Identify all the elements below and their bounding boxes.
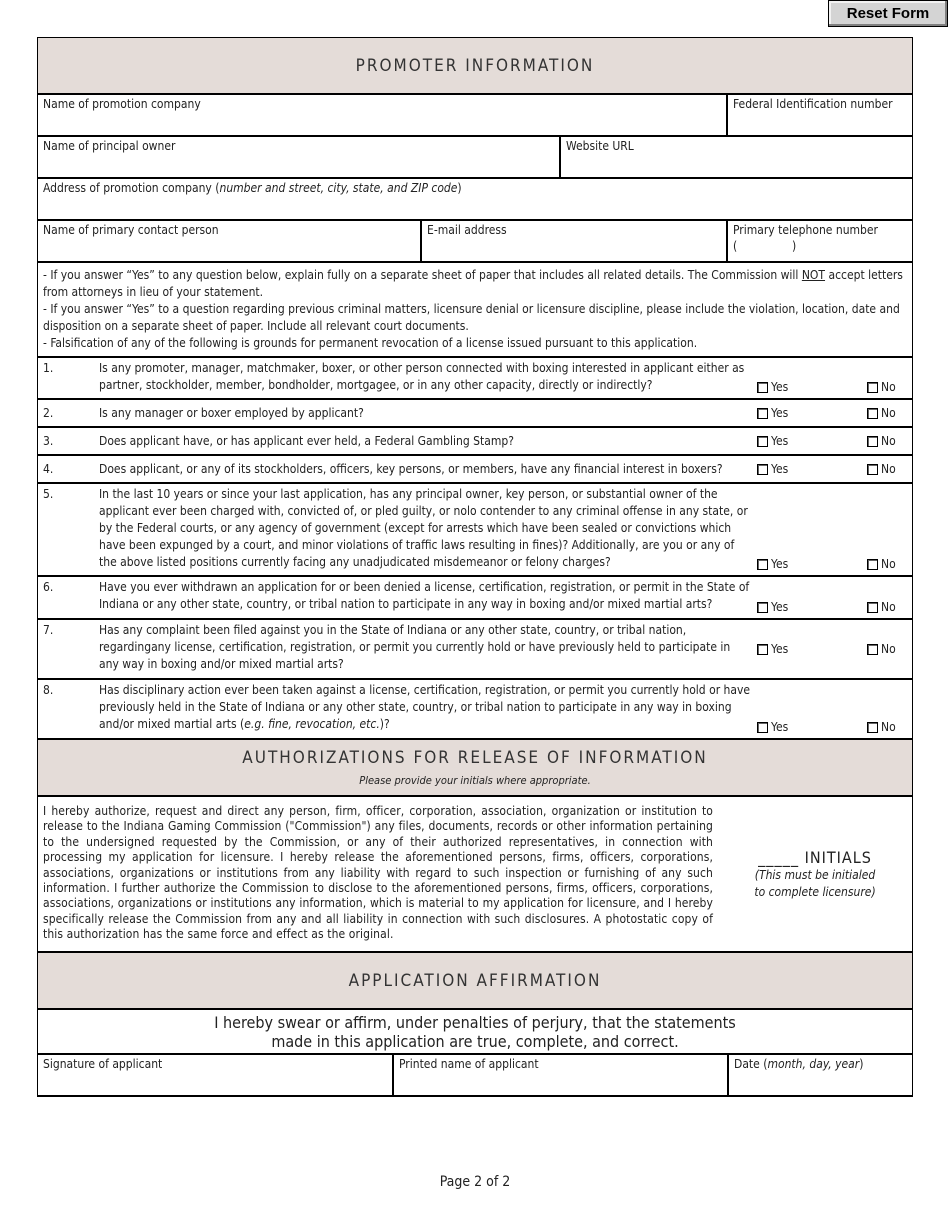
application-form	[37, 37, 913, 1097]
instruction-line-2: - If you answer “Yes” to a question regarding previous criminal matters, licensure denial or licensure discipline, please include the violation, location, date and disposition on a separate sheet of paper. Include all relevant court documents.	[43, 302, 900, 333]
initials-block	[718, 797, 912, 951]
question-row-2	[38, 400, 912, 428]
question-number: 5.	[43, 487, 54, 501]
page-number: Page 2 of 2	[439, 1174, 511, 1190]
no-checkbox[interactable]	[867, 602, 878, 613]
no-option[interactable]: No	[867, 405, 912, 422]
question-text: Have you ever withdrawn an application for or been denied a license, certification, registration, or permit in the State of Indiana or any other state, country, or tribal nation to participate in any way in boxing and/or mixed martial arts?	[99, 580, 750, 611]
answer-options	[757, 620, 912, 678]
contact-row	[38, 221, 912, 263]
question-row-4	[38, 456, 912, 484]
phone-area-code[interactable]: ( )	[733, 239, 797, 253]
question-row-7	[38, 620, 912, 680]
yes-option[interactable]: Yes	[757, 405, 867, 422]
date-label: Date (month, day, year)	[734, 1057, 864, 1071]
question-row-6	[38, 577, 912, 620]
affirmation-section-header	[38, 953, 912, 1010]
no-option[interactable]: No	[867, 433, 912, 450]
email-field[interactable]	[420, 221, 726, 261]
question-number: 7.	[43, 623, 54, 637]
question-text: In the last 10 years or since your last application, has any principal owner, key person, or substantial owner of the applicant ever been charged with, convicted of, or pled guilty, or nolo contender to any criminal offense in any state, or by the Federal courts, or any agency of government (except for arrests which have been sealed or convictions which have been expunged by a court, and minor violations of traffic laws resulting in fines)? Additionally, are you or any of the above listed positions currently facing any unadjudicated misdemeanor or felony charges?	[99, 487, 748, 569]
initials-field[interactable]	[758, 848, 872, 867]
instructions	[38, 263, 912, 358]
promoter-section-title: PROMOTER INFORMATION	[355, 55, 595, 76]
question-number: 2.	[43, 405, 54, 420]
yes-checkbox[interactable]	[757, 559, 768, 570]
yes-option[interactable]: Yes	[757, 379, 867, 396]
no-checkbox[interactable]	[867, 722, 878, 733]
yes-option[interactable]: Yes	[757, 461, 867, 478]
question-number: 8.	[43, 683, 54, 697]
signature-row	[38, 1055, 912, 1097]
no-option[interactable]: No	[867, 379, 912, 396]
instruction-line-1: - If you answer “Yes” to any question below, explain fully on a separate sheet of paper that includes all related details. The Commission will NOT accept letters from attorneys in lieu of your statement.	[43, 268, 903, 299]
answer-options	[757, 680, 912, 738]
address-label: Address of promotion company (number and street, city, state, and ZIP code)	[43, 181, 462, 195]
authorization-row	[38, 797, 912, 953]
phone-label: Primary telephone number	[733, 223, 878, 237]
authorization-text: I hereby authorize, request and direct any person, firm, officer, corporation, association, organization or institution to release to the Indiana Gaming Commission ("Commission") any files, documents, records or other information pertaining to the undersigned requested by the Commission, or any of their authorized representatives, in connection with processing my application for licensure. I hereby release the aforementioned persons, firms, officers, corporations, associations, organizations or institutions from any liability with regard to such inspection or furnishing of any such information. I further authorize the Commission to disclose to the aforementioned persons, firms, officers, corporations, associations, organizations or institutions any information, which is material to my application for licensure, and I hereby specifically release the Commission from any and all liability in connection with such disclosures. A photostatic copy of this authorization has the same force and effect as the original.	[43, 804, 713, 942]
contact-label: Name of primary contact person	[43, 223, 219, 237]
answer-options	[757, 433, 912, 450]
affirmation-statement: I hereby swear or affirm, under penalties of perjury, that the statements made in this application are true, complete, and correct.	[38, 1010, 912, 1055]
question-text: Is any manager or boxer employed by applicant?	[99, 405, 364, 420]
yes-checkbox[interactable]	[757, 602, 768, 613]
promoter-section-header	[38, 38, 912, 95]
authorization-section-header	[38, 740, 912, 797]
address-field[interactable]	[38, 179, 912, 219]
answer-options	[757, 405, 912, 422]
reset-form-button[interactable]: Reset Form	[828, 0, 948, 27]
fein-label: Federal Identification number	[733, 97, 893, 111]
no-checkbox[interactable]	[867, 408, 878, 419]
answer-options	[757, 461, 912, 478]
answer-options	[757, 484, 912, 575]
company-name-input[interactable]	[43, 113, 721, 127]
yes-option[interactable]: Yes	[757, 556, 867, 573]
no-checkbox[interactable]	[867, 464, 878, 475]
affirmation-section-title: APPLICATION AFFIRMATION	[348, 970, 602, 991]
question-text: Is any promoter, manager, matchmaker, boxer, or other person connected with boxing interested in applicant either as partner, stockholder, member, bondholder, mortgagee, or in any other capacity, directly or indirectly?	[99, 361, 745, 392]
owner-label: Name of principal owner	[43, 139, 176, 153]
printed-name-field[interactable]	[392, 1055, 727, 1095]
company-name-field[interactable]	[38, 95, 726, 135]
yes-checkbox[interactable]	[757, 464, 768, 475]
company-row	[38, 95, 912, 137]
yes-checkbox[interactable]	[757, 644, 768, 655]
website-input[interactable]	[566, 155, 907, 169]
no-option[interactable]: No	[867, 556, 912, 573]
question-row-1	[38, 358, 912, 400]
no-checkbox[interactable]	[867, 559, 878, 570]
website-label: Website URL	[566, 139, 634, 153]
contact-input[interactable]	[43, 239, 415, 253]
answer-options	[757, 358, 912, 398]
question-number: 4.	[43, 461, 54, 476]
yes-checkbox[interactable]	[757, 722, 768, 733]
email-label: E-mail address	[427, 223, 507, 237]
fein-field[interactable]	[726, 95, 912, 135]
no-checkbox[interactable]	[867, 436, 878, 447]
question-text: Has disciplinary action ever been taken against a license, certification, registration, or permit you currently hold or have previously held in the State of Indiana or any other state, country, or tribal nation to participate in any way in boxing and/or mixed martial arts (e.g. fine, revocation, etc.)?	[99, 683, 751, 731]
yes-option[interactable]: Yes	[757, 433, 867, 450]
question-text: Does applicant have, or has applicant ever held, a Federal Gambling Stamp?	[99, 433, 514, 448]
date-field[interactable]	[727, 1055, 912, 1095]
yes-option[interactable]: Yes	[757, 641, 867, 658]
yes-checkbox[interactable]	[757, 408, 768, 419]
printed-name-label: Printed name of applicant	[399, 1057, 539, 1071]
signature-field[interactable]	[38, 1055, 392, 1095]
signature-label: Signature of applicant	[43, 1057, 163, 1071]
no-option[interactable]: No	[867, 719, 912, 736]
question-row-8	[38, 680, 912, 740]
no-option[interactable]: No	[867, 461, 912, 478]
no-checkbox[interactable]	[867, 644, 878, 655]
no-option[interactable]: No	[867, 641, 912, 658]
address-row	[38, 179, 912, 221]
answer-options	[757, 577, 912, 618]
no-checkbox[interactable]	[867, 382, 878, 393]
owner-input[interactable]	[43, 155, 554, 169]
yes-option[interactable]: Yes	[757, 599, 867, 616]
question-row-3	[38, 428, 912, 456]
owner-field[interactable]	[38, 137, 559, 177]
no-option[interactable]: No	[867, 599, 912, 616]
question-row-5	[38, 484, 912, 577]
owner-row	[38, 137, 912, 179]
yes-checkbox[interactable]	[757, 382, 768, 393]
question-number: 6.	[43, 580, 54, 594]
authorization-section-title: AUTHORIZATIONS FOR RELEASE OF INFORMATION	[242, 748, 708, 768]
website-field[interactable]	[559, 137, 912, 177]
company-name-label: Name of promotion company	[43, 97, 201, 111]
email-input[interactable]	[427, 239, 721, 253]
question-text: Has any complaint been filed against you in the State of Indiana or any other state, country, or tribal nation, regardingany license, certification, registration, or permit you currently hold or have previously held to participate in any way in boxing and/or mixed martial arts?	[99, 623, 731, 671]
yes-checkbox[interactable]	[757, 436, 768, 447]
fein-input[interactable]	[733, 113, 907, 127]
yes-option[interactable]: Yes	[757, 719, 867, 736]
initials-blank[interactable]: _____	[758, 847, 800, 867]
question-text: Does applicant, or any of its stockholders, officers, key persons, or members, have any financial interest in boxers?	[99, 461, 723, 476]
address-input[interactable]	[43, 197, 907, 211]
contact-field[interactable]	[38, 221, 420, 261]
question-number: 3.	[43, 433, 54, 448]
initials-label: INITIALS	[804, 847, 872, 867]
authorization-subtitle: Please provide your initials where appropriate.	[359, 774, 591, 787]
instruction-line-3: - Falsification of any of the following is grounds for permanent revocation of a license issued pursuant to this application.	[43, 336, 698, 350]
question-number: 1.	[43, 361, 54, 375]
initials-note: (This must be initialed to complete licensure)	[754, 867, 876, 899]
phone-field[interactable]	[726, 221, 912, 261]
